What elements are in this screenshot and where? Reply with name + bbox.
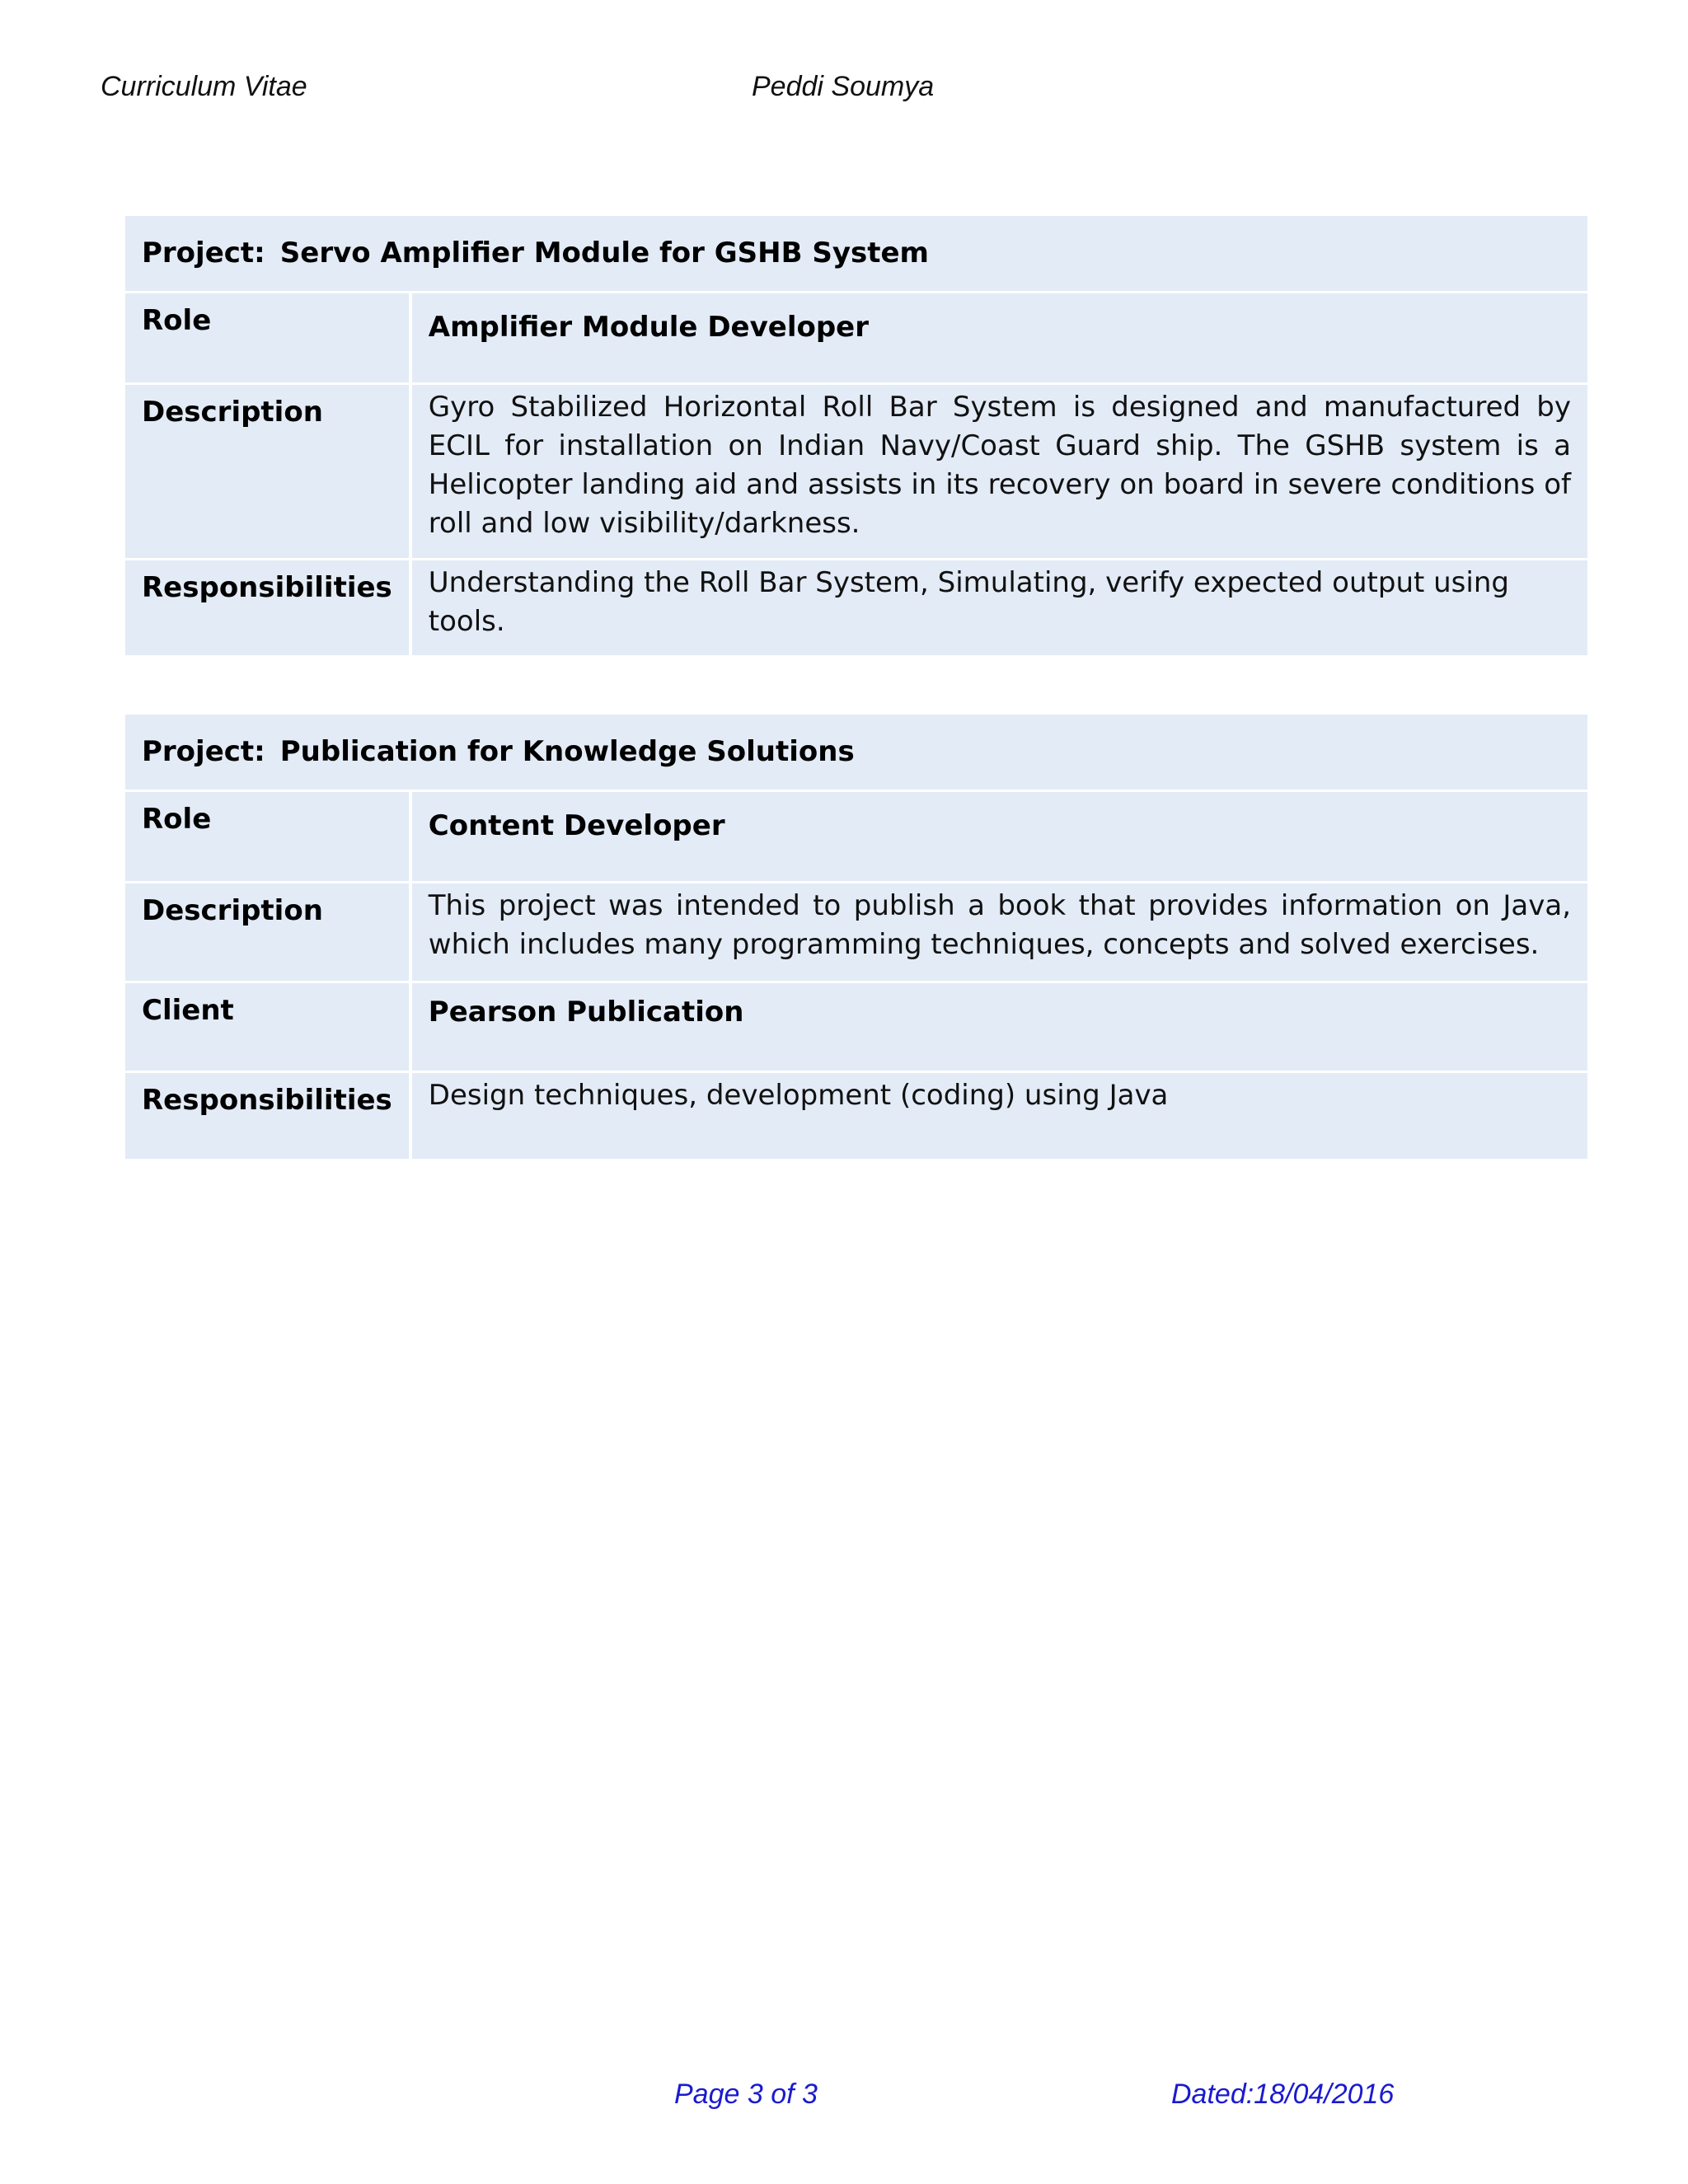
description-key: Description [125, 883, 412, 983]
header-author-name: Peddi Soumya [752, 71, 935, 102]
responsibilities-row [125, 1073, 1587, 1161]
project-title [125, 715, 1587, 792]
description-value: Gyro Stabilized Horizontal Roll Bar System is designed and manufactured by ECIL for installation on Indian Navy/Coast Guard ship. The GSHB system is a Helicopter landing aid and assists in its recovery on board in severe conditions of roll and low visibility/darkness. [412, 385, 1587, 560]
description-row [125, 385, 1587, 560]
client-row [125, 983, 1587, 1073]
role-row [125, 293, 1587, 385]
description-row [125, 883, 1587, 983]
role-row [125, 792, 1587, 883]
project-label: Project: [142, 237, 265, 269]
role-key: Role [125, 293, 412, 385]
page-number: Page 3 of 3 [674, 2079, 818, 2110]
responsibilities-key: Responsibilities [125, 1073, 412, 1161]
project-title-row [125, 216, 1587, 293]
client-key: Client [125, 983, 412, 1073]
project-title-row [125, 715, 1587, 792]
responsibilities-key: Responsibilities [125, 560, 412, 658]
project-name: Publication for Knowledge Solutions [279, 735, 855, 768]
project-label: Project: [142, 735, 265, 768]
client-value: Pearson Publication [412, 983, 1587, 1073]
role-value: Content Developer [412, 792, 1587, 883]
role-key: Role [125, 792, 412, 883]
project-table-servo-amplifier [125, 216, 1587, 658]
description-value: This project was intended to publish a book that provides information on Java, which includes many programming techniques, concepts and solved exercises. [412, 883, 1587, 983]
project-table-publication [125, 715, 1587, 1161]
document-date: Dated:18/04/2016 [1171, 2079, 1395, 2110]
page-header [0, 71, 1688, 112]
project-title [125, 216, 1587, 293]
project-name: Servo Amplifier Module for GSHB System [279, 237, 929, 269]
responsibilities-row [125, 560, 1587, 658]
role-value: Amplifier Module Developer [412, 293, 1587, 385]
responsibilities-value: Design techniques, development (coding) using Java [412, 1073, 1587, 1161]
header-document-type: Curriculum Vitae [101, 71, 307, 102]
responsibilities-value: Understanding the Roll Bar System, Simulating, verify expected output using tools. [412, 560, 1587, 658]
description-key: Description [125, 385, 412, 560]
